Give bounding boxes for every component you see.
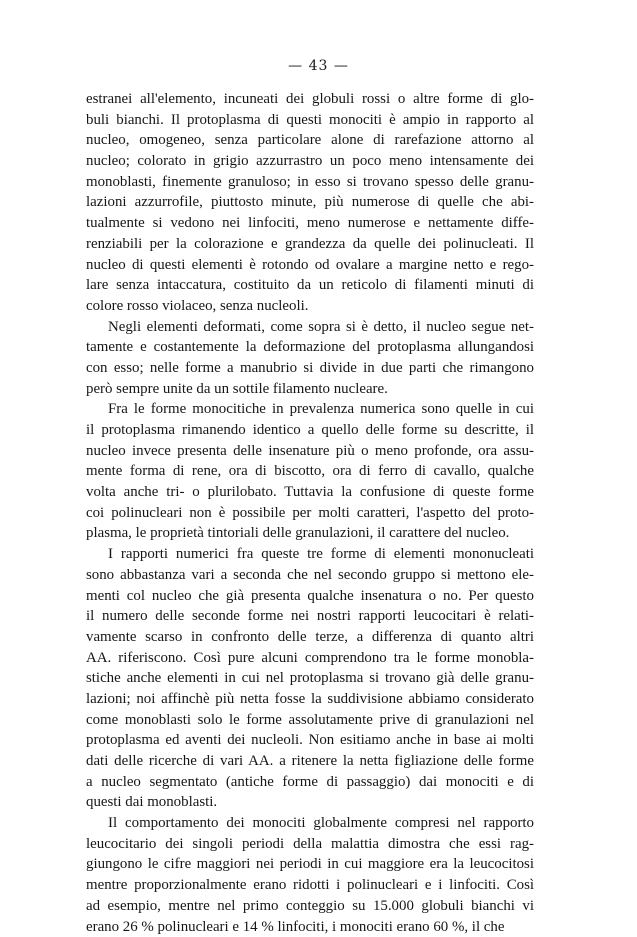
text-line: renziabili per la colorazione e grandezza da quelle dei polinucleati. Il bbox=[86, 234, 534, 255]
text-line: monoblasti, finemente granuloso; in esso si trovano spesso delle granu- bbox=[86, 172, 534, 193]
text-line: protoplasma ed aventi dei nucleoli. Non esitiamo anche in base ai molti bbox=[86, 730, 534, 751]
text-line: il numero delle seconde forme nei nostri rapporti leucocitari è relati- bbox=[86, 606, 534, 627]
text-line: leucocitario dei singoli periodi della malattia dimostra che essi rag- bbox=[86, 834, 534, 855]
text-line: ad esempio, mentre nel primo conteggio su 15.000 globuli bianchi vi bbox=[86, 896, 534, 917]
text-line: tamente e costantemente la deformazione del protoplasma allungandosi bbox=[86, 337, 534, 358]
text-line: mentre proporzionalmente erano ridotti i polinucleari e i linfociti. Così bbox=[86, 875, 534, 896]
text-line: estranei all'elemento, incuneati dei globuli rossi o altre forme di glo- bbox=[86, 89, 534, 110]
text-line: colore rosso violaceo, senza nucleoli. bbox=[86, 296, 534, 317]
text-line: come monoblasti solo le forme assolutamente prive di granulazioni nel bbox=[86, 710, 534, 731]
text-line: giungono le cifre maggiori nei periodi in cui maggiore era la leucocitosi bbox=[86, 854, 534, 875]
text-line: mente forma di rene, ora di biscotto, ora di ferro di cavallo, qualche bbox=[86, 461, 534, 482]
text-line: stiche anche elementi in cui nel protoplasma si trovano già delle granu- bbox=[86, 668, 534, 689]
paragraph-4 bbox=[86, 544, 534, 813]
paragraph-1 bbox=[86, 89, 534, 317]
text-line: erano 26 % polinucleari e 14 % linfociti, i monociti erano 60 %, il che bbox=[86, 917, 534, 937]
text-line: lazioni azzurrofile, piuttosto minute, più numerose di quelle che abi- bbox=[86, 192, 534, 213]
text-line: lazioni; noi affinchè più netta fosse la suddivisione abbiamo considerato bbox=[86, 689, 534, 710]
paragraph-2 bbox=[86, 317, 534, 400]
text-line: nucleo di questi elementi è rotondo od ovalare a margine netto e rego- bbox=[86, 255, 534, 276]
text-line: dati delle ricerche di vari AA. a ritenere la netta figliazione delle forme bbox=[86, 751, 534, 772]
text-line: buli bianchi. Il protoplasma di questi monociti è ampio in rapporto al bbox=[86, 110, 534, 131]
paragraph-3 bbox=[86, 399, 534, 544]
text-line: Il comportamento dei monociti globalmente compresi nel rapporto bbox=[86, 813, 534, 834]
text-line: Fra le forme monocitiche in prevalenza numerica sono quelle in cui bbox=[86, 399, 534, 420]
text-line: tualmente si vedono nei linfociti, meno numerose e nettamente diffe- bbox=[86, 213, 534, 234]
text-line: menti col nucleo che già presenta qualche insenatura o no. Per questo bbox=[86, 586, 534, 607]
text-line: il protoplasma rimanendo identico a quello delle forme su descritte, il bbox=[86, 420, 534, 441]
text-line: nucleo, omogeneo, senza particolare alone di rarefazione attorno al bbox=[86, 130, 534, 151]
text-line: questi dai monoblasti. bbox=[86, 792, 534, 813]
body-text bbox=[86, 89, 534, 937]
text-line: volta anche tri- o plurilobato. Tuttavia la confusione di queste forme bbox=[86, 482, 534, 503]
text-line: sono abbastanza vari a seconda che nel secondo gruppo si mettono ele- bbox=[86, 565, 534, 586]
text-line: però sempre unite da un sottile filamento nucleare. bbox=[86, 379, 534, 400]
text-line: a nucleo segmentato (antiche forme di passaggio) dai monociti e di bbox=[86, 772, 534, 793]
text-line: coi polinucleari non è possibile per molti caratteri, l'aspetto del proto- bbox=[86, 503, 534, 524]
text-line: nucleo; colorato in grigio azzurrastro un poco meno intensamente dei bbox=[86, 151, 534, 172]
text-line: lare senza intaccatura, costituito da un reticolo di filamenti minuti di bbox=[86, 275, 534, 296]
text-line: Negli elementi deformati, come sopra si è detto, il nucleo segue net- bbox=[86, 317, 534, 338]
text-line: I rapporti numerici fra queste tre forme di elementi mononucleati bbox=[86, 544, 534, 565]
paragraph-5 bbox=[86, 813, 534, 937]
page-number: — 43 — bbox=[0, 58, 637, 74]
text-line: plasma, le proprietà tintoriali delle granulazioni, il carattere del nucleo. bbox=[86, 523, 534, 544]
text-line: AA. riferiscono. Così pure alcuni comprendono tra le forme monobla- bbox=[86, 648, 534, 669]
text-line: vamente scarso in confronto delle terze, a differenza di quanto altri bbox=[86, 627, 534, 648]
text-line: con esso; nelle forme a manubrio si divide in due parti che rimangono bbox=[86, 358, 534, 379]
text-line: nucleo invece presenta delle insenature più o meno profonde, ora assu- bbox=[86, 441, 534, 462]
